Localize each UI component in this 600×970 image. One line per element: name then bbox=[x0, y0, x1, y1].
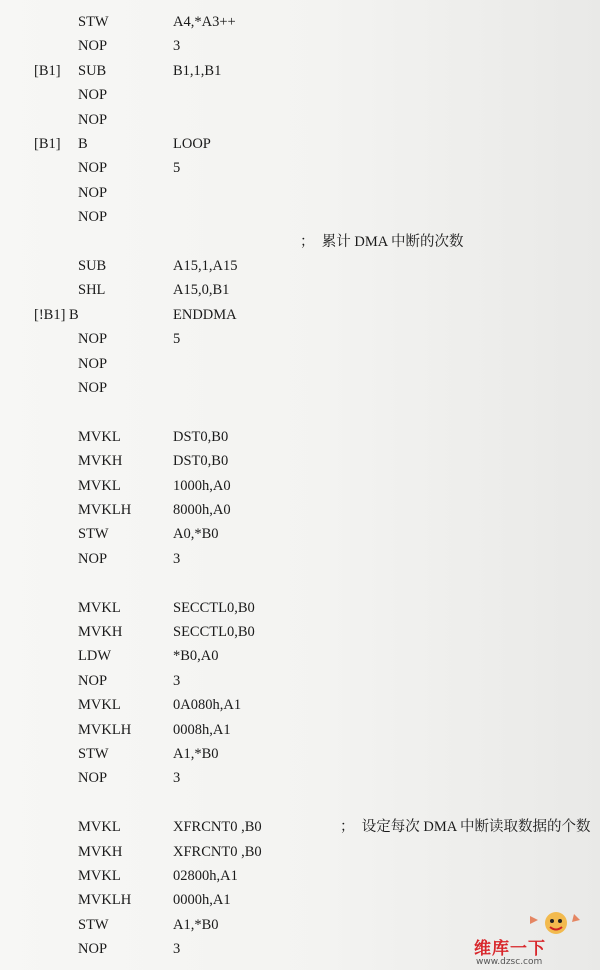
line-operand: 0A080h,A1 bbox=[173, 697, 242, 714]
line-operand: A4,*A3++ bbox=[173, 14, 236, 30]
line-mnemonic: STW bbox=[78, 526, 109, 543]
code-line bbox=[0, 132, 600, 156]
line-operand: DST0,B0 bbox=[173, 428, 229, 445]
line-mnemonic: STW bbox=[78, 746, 109, 762]
line-mnemonic: NOP bbox=[78, 111, 108, 128]
code-line bbox=[0, 59, 600, 83]
code-line bbox=[0, 693, 600, 717]
watermark-logo bbox=[470, 908, 598, 968]
code-line bbox=[0, 303, 600, 327]
code-line bbox=[0, 840, 600, 864]
line-mnemonic: SUB bbox=[78, 62, 107, 79]
code-line bbox=[0, 278, 600, 302]
code-line bbox=[0, 620, 600, 644]
line-operand: B1,1,B1 bbox=[173, 62, 222, 79]
line-operand: A15,0,B1 bbox=[173, 282, 230, 299]
code-line bbox=[0, 400, 600, 424]
line-mnemonic: MVKL bbox=[78, 599, 121, 616]
line-mnemonic: NOP bbox=[78, 672, 108, 689]
code-line bbox=[0, 498, 600, 522]
line-mnemonic: LDW bbox=[78, 648, 112, 665]
line-operand: 3 bbox=[173, 550, 181, 567]
code-line bbox=[0, 254, 600, 278]
line-operand: 0008h,A1 bbox=[173, 721, 231, 738]
line-mnemonic: STW bbox=[78, 916, 109, 933]
line-comment: ； 累计 DMA 中断的次数 bbox=[300, 233, 464, 250]
line-comment: ； 设定每次 DMA 中断读取数据的个数 bbox=[340, 819, 591, 836]
code-line bbox=[0, 474, 600, 498]
code-line bbox=[0, 742, 600, 766]
line-mnemonic: MVKLH bbox=[78, 892, 132, 909]
line-mnemonic: SUB bbox=[78, 258, 107, 274]
line-operand: SECCTL0,B0 bbox=[173, 599, 255, 616]
code-line bbox=[0, 669, 600, 693]
code-line bbox=[0, 596, 600, 620]
code-line bbox=[0, 10, 600, 34]
line-mnemonic: NOP bbox=[78, 380, 108, 396]
line-operand: 0000h,A1 bbox=[173, 892, 231, 909]
line-operand: 5 bbox=[173, 331, 181, 348]
code-line bbox=[0, 34, 600, 58]
code-line bbox=[0, 718, 600, 742]
line-operand: 1000h,A0 bbox=[173, 477, 231, 494]
line-mnemonic: MVKH bbox=[78, 453, 123, 470]
line-operand: XFRCNT0 ,B0 bbox=[173, 819, 262, 836]
code-line bbox=[0, 181, 600, 205]
line-operand: A0,*B0 bbox=[173, 526, 219, 543]
line-mnemonic: SHL bbox=[78, 282, 106, 299]
line-label: [B1] bbox=[34, 62, 61, 79]
line-operand: A1,*B0 bbox=[173, 916, 219, 933]
line-mnemonic: MVKH bbox=[78, 843, 123, 860]
line-mnemonic: NOP bbox=[78, 941, 108, 958]
line-operand: ENDDMA bbox=[173, 306, 237, 323]
watermark-title: 维库一下 bbox=[474, 939, 546, 959]
line-mnemonic: NOP bbox=[78, 550, 108, 567]
code-line bbox=[0, 156, 600, 180]
watermark-url: www.dzsc.com bbox=[476, 957, 543, 967]
code-line bbox=[0, 352, 600, 376]
line-mnemonic: MVKL bbox=[78, 477, 121, 494]
code-line bbox=[0, 327, 600, 351]
line-operand: 8000h,A0 bbox=[173, 502, 231, 518]
line-operand: 3 bbox=[173, 672, 181, 689]
line-label: [B1] bbox=[34, 136, 61, 152]
line-operand: XFRCNT0 ,B0 bbox=[173, 843, 262, 860]
line-mnemonic: NOP bbox=[78, 38, 108, 55]
line-operand: A1,*B0 bbox=[173, 746, 219, 762]
code-line bbox=[0, 522, 600, 546]
line-mnemonic: NOP bbox=[78, 770, 108, 787]
line-operand: 3 bbox=[173, 770, 181, 787]
code-line bbox=[0, 791, 600, 815]
code-line bbox=[0, 571, 600, 595]
code-line bbox=[0, 230, 600, 254]
line-operand: LOOP bbox=[173, 136, 211, 152]
line-operand: 02800h,A1 bbox=[173, 868, 238, 884]
line-operand: A15,1,A15 bbox=[173, 258, 238, 274]
line-mnemonic: NOP bbox=[78, 209, 108, 226]
line-operand: *B0,A0 bbox=[173, 648, 219, 665]
line-mnemonic: B bbox=[78, 136, 88, 152]
line-operand: 3 bbox=[173, 941, 181, 958]
code-line bbox=[0, 205, 600, 229]
line-mnemonic: MVKL bbox=[78, 428, 121, 445]
code-line bbox=[0, 547, 600, 571]
line-mnemonic: MVKH bbox=[78, 624, 123, 640]
line-mnemonic: MVKLH bbox=[78, 721, 132, 738]
code-line bbox=[0, 644, 600, 668]
line-mnemonic: MVKL bbox=[78, 819, 121, 836]
code-line bbox=[0, 864, 600, 888]
line-mnemonic: NOP bbox=[78, 331, 108, 348]
code-line bbox=[0, 815, 600, 839]
line-mnemonic: NOP bbox=[78, 87, 108, 104]
code-line bbox=[0, 449, 600, 473]
line-operand: SECCTL0,B0 bbox=[173, 624, 255, 640]
line-mnemonic: MVKL bbox=[78, 697, 121, 714]
line-mnemonic: NOP bbox=[78, 184, 108, 201]
line-mnemonic: STW bbox=[78, 14, 109, 30]
line-operand: 3 bbox=[173, 38, 181, 55]
code-line bbox=[0, 108, 600, 132]
line-mnemonic: NOP bbox=[78, 355, 108, 372]
line-operand: DST0,B0 bbox=[173, 453, 229, 470]
line-label: [!B1] B bbox=[34, 306, 79, 323]
line-mnemonic: MVKLH bbox=[78, 502, 132, 518]
code-line bbox=[0, 766, 600, 790]
code-line bbox=[0, 425, 600, 449]
code-line bbox=[0, 376, 600, 400]
code-line bbox=[0, 83, 600, 107]
line-mnemonic: NOP bbox=[78, 160, 108, 177]
line-operand: 5 bbox=[173, 160, 181, 177]
line-mnemonic: MVKL bbox=[78, 868, 121, 884]
